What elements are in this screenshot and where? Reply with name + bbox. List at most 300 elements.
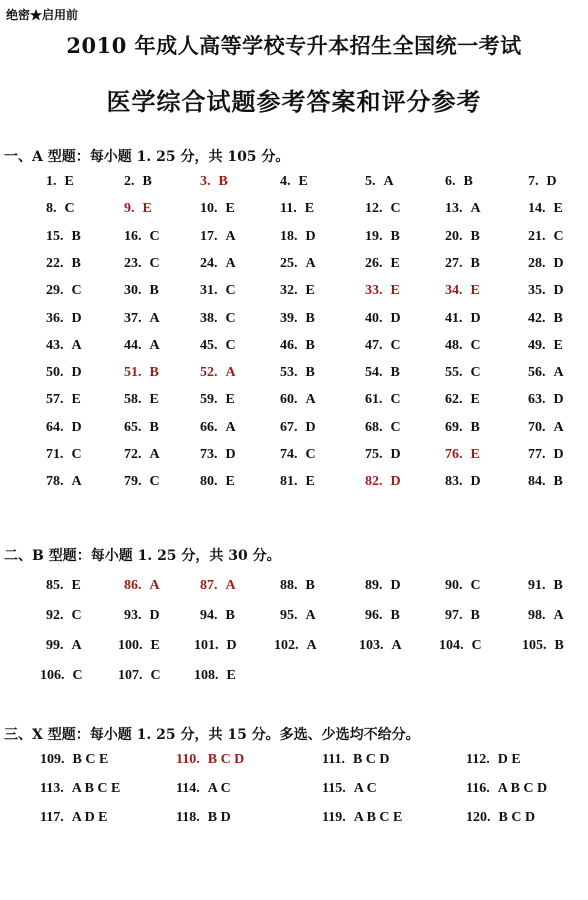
answer-item [528,608,564,624]
question-number: 52. [200,365,218,381]
answer-choice: A [470,201,481,217]
answer-choice: B [553,578,563,593]
answer-item [40,781,120,797]
answer-choice: E [390,255,400,271]
answer-item [46,474,82,490]
question-number: 31. [200,283,218,299]
answer-choice: D [390,578,401,593]
question-number: 80. [200,474,218,490]
answer-item [322,810,402,826]
answer-item [124,392,159,408]
answer-item [528,201,563,217]
answer-item [194,668,236,684]
question-number: 1. [46,174,57,189]
answer-item [466,810,535,826]
answer-choice: B [149,365,159,381]
question-number: 62. [445,392,463,408]
answer-choice: E [225,474,235,490]
question-number: 12. [365,201,383,217]
answer-item [466,752,521,768]
answer-choice: D [305,419,316,435]
question-number: 54. [365,365,383,381]
answer-item [365,420,401,436]
section-x-heading: 三、X 型题：每小题 1. 25 分，共 15 分。多选、少选均不给分。 [4,727,420,743]
question-number: 48. [445,337,463,353]
question-number: 104. [439,638,464,653]
answer-item [365,201,401,217]
question-number: 55. [445,365,463,381]
answer-choice: A [553,608,564,623]
answer-item [280,338,315,354]
question-number: 37. [124,310,142,326]
question-number: 7. [528,174,539,189]
answer-choice: C [390,337,401,353]
question-number: 35. [528,283,546,299]
question-number: 56. [528,365,546,381]
answer-choice: C [470,578,481,593]
answer-choice: D [225,447,236,462]
answer-choice: E [305,283,315,299]
answer-choice: E [470,283,480,299]
answer-item [445,578,481,594]
answer-item [365,392,401,408]
answer-choice: C [71,447,82,462]
question-number: 8. [46,201,57,217]
answer-choice: B D [207,810,231,825]
answer-item [118,668,161,684]
answer-item [445,174,473,190]
question-number: 109. [40,752,65,767]
question-number: 98. [528,608,546,623]
answer-choice: B [553,474,563,490]
answer-choice: E [470,392,480,408]
answer-choice: D [553,392,564,408]
answer-choice: B [71,228,81,244]
answer-choice: B [553,310,563,326]
answer-item [46,420,82,436]
answer-item [445,474,481,490]
answer-choice: E [71,578,81,593]
answer-choice: B [470,228,480,244]
answer-choice: B [554,638,564,653]
answer-item [280,283,315,299]
answer-item [365,338,401,354]
question-number: 19. [365,228,383,244]
question-number: 107. [118,668,143,683]
answer-item [46,256,81,272]
answer-item [365,447,401,463]
answer-choice: A [71,474,82,490]
answer-choice: A [225,255,236,271]
answer-choice: B [71,255,81,271]
question-number: 110. [176,752,200,767]
answer-choice: B [463,174,473,189]
answer-item [280,578,315,594]
answer-item [274,638,317,654]
question-number: 84. [528,474,546,490]
answer-item [200,392,235,408]
answer-choice: C [390,201,401,217]
answer-item [40,752,108,768]
answer-choice: A [71,638,82,653]
answer-item [445,311,481,327]
question-number: 24. [200,255,218,271]
question-number: 60. [280,392,298,408]
answer-choice: A [225,365,236,381]
question-number: 61. [365,392,383,408]
answer-item [200,174,228,190]
answer-choice: D [390,447,401,462]
question-number: 36. [46,310,64,326]
question-number: 77. [528,447,546,462]
answer-item [280,174,308,190]
answer-choice: E [304,201,315,217]
answer-choice: C [150,668,161,683]
question-number: 67. [280,419,298,435]
question-number: 83. [445,474,463,490]
answer-choice: B [225,608,235,623]
answer-item [194,638,237,654]
question-number: 45. [200,337,218,353]
question-number: 46. [280,337,298,353]
question-number: 70. [528,419,546,435]
question-number: 15. [46,228,64,244]
answer-choice: B [149,283,159,299]
answer-item [200,256,236,272]
answer-item [280,392,316,408]
question-number: 99. [46,638,64,653]
answer-item [46,638,82,654]
question-number: 102. [274,638,299,653]
answer-item [46,338,82,354]
answer-choice: D [553,283,564,299]
question-number: 30. [124,283,142,299]
answer-item [445,229,480,245]
section-b-heading: 二、B 型题：每小题 1. 25 分，共 30 分。 [4,548,281,564]
answer-item [280,311,315,327]
question-number: 89. [365,578,383,593]
answer-item [280,474,315,490]
question-number: 14. [528,201,546,217]
answer-item [200,420,236,436]
answer-choice: D [546,174,557,189]
answer-choice: D E [497,752,521,767]
answer-choice: A [149,447,160,462]
answer-item [466,781,547,797]
answer-choice: B [305,337,315,353]
answer-item [46,229,81,245]
answer-item [280,447,316,463]
answer-choice: B [305,365,315,381]
answer-choice: C [390,419,401,435]
answer-item [365,256,400,272]
question-number: 38. [200,310,218,326]
answer-choice: B [390,608,400,623]
answer-choice: D [149,608,160,623]
answer-item [522,638,564,654]
question-number: 57. [46,392,64,408]
question-number: 27. [445,255,463,271]
answer-item [528,474,563,490]
question-number: 79. [124,474,142,490]
answer-choice: D [226,638,237,653]
answer-choice: E [553,337,563,353]
answer-choice: D [71,310,82,326]
answer-item [439,638,482,654]
answer-item [46,608,82,624]
answer-key-title: 医学综合试题参考答案和评分参考 [106,87,482,116]
answer-item [445,256,480,272]
question-number: 26. [365,255,383,271]
question-number: 34. [445,283,463,299]
answer-item [528,392,564,408]
answer-item [280,201,314,217]
answer-item [365,365,400,381]
question-number: 108. [194,668,219,683]
answer-item [176,781,231,797]
answer-choice: A [391,638,402,653]
answer-choice: B [142,174,152,189]
answer-choice: D [553,447,564,462]
exam-title: 2010 年成人高等学校专升本招生全国统一考试 [66,33,522,58]
answer-item [280,229,316,245]
answer-item [124,256,160,272]
question-number: 4. [280,174,291,189]
question-number: 96. [365,608,383,623]
answer-item [200,578,236,594]
question-number: 44. [124,337,142,353]
answer-item [365,174,394,190]
answer-item [280,608,316,624]
answer-item [528,420,564,436]
answer-choice: E [390,283,400,299]
answer-item [40,668,83,684]
answer-choice: B [470,255,480,271]
question-number: 17. [200,228,218,244]
question-number: 86. [124,578,142,593]
answer-item [124,229,160,245]
answer-choice: C [225,310,236,326]
answer-choice: B C D [498,810,536,825]
question-number: 74. [280,447,298,462]
answer-item [124,283,159,299]
question-number: 47. [365,337,383,353]
question-number: 3. [200,174,211,189]
question-number: 111. [322,752,345,767]
answer-item [46,174,74,190]
answer-choice: B C E [72,752,109,767]
question-number: 50. [46,365,64,381]
answer-choice: C [553,228,564,244]
answer-choice: C [390,392,401,408]
question-number: 94. [200,608,218,623]
answer-item [46,392,81,408]
question-number: 29. [46,283,64,299]
answer-item [124,338,160,354]
answer-choice: D [470,474,481,490]
section-a-heading: 一、A 型题：每小题 1. 25 分，共 105 分。 [4,149,290,165]
question-number: 13. [445,201,463,217]
answer-choice: A [149,578,160,593]
question-number: 6. [445,174,456,189]
question-number: 75. [365,447,383,462]
question-number: 117. [40,810,64,825]
answer-item [528,256,564,272]
answer-item [365,283,400,299]
question-number: 33. [365,283,383,299]
answer-choice: E [298,174,308,189]
question-number: 97. [445,608,463,623]
answer-choice: A [553,365,564,381]
answer-item [359,638,402,654]
answer-choice: A [305,255,316,271]
question-number: 41. [445,310,463,326]
answer-item [46,311,82,327]
answer-item [445,201,481,217]
question-number: 68. [365,419,383,435]
question-number: 92. [46,608,64,623]
answer-item [200,474,235,490]
question-number: 112. [466,752,490,767]
answer-item [445,608,480,624]
question-number: 106. [40,668,65,683]
answer-choice: B [390,228,400,244]
answer-choice: B [305,310,315,326]
question-number: 95. [280,608,298,623]
question-number: 59. [200,392,218,408]
answer-choice: C [149,474,160,490]
answer-item [200,229,236,245]
answer-choice: E [553,201,563,217]
answer-item [200,311,236,327]
answer-choice: D [390,474,401,490]
answer-item [46,201,75,217]
question-number: 100. [118,638,143,653]
answer-choice: E [64,174,74,189]
question-number: 93. [124,608,142,623]
answer-item [118,638,160,654]
answer-item [124,474,160,490]
answer-item [528,229,564,245]
question-number: 20. [445,228,463,244]
answer-item [200,447,236,463]
answer-item [124,447,160,463]
question-number: 113. [40,781,64,796]
question-number: 18. [280,228,298,244]
question-number: 63. [528,392,546,408]
answer-choice: A [553,419,564,435]
answer-choice: E [305,474,315,490]
answer-item [365,229,400,245]
answer-item [46,578,81,594]
answer-choice: A C [207,781,231,796]
answer-choice: A [383,174,394,189]
answer-item [176,810,231,826]
question-number: 81. [280,474,298,490]
answer-item [528,365,564,381]
question-number: 114. [176,781,200,796]
question-number: 5. [365,174,376,189]
question-number: 82. [365,474,383,490]
answer-item [528,338,563,354]
answer-choice: E [71,392,81,408]
question-number: 119. [322,810,346,825]
question-number: 23. [124,255,142,271]
answer-choice: A C [353,781,377,796]
answer-choice: A D E [71,810,108,825]
answer-choice: E [225,392,235,408]
answer-item [528,578,563,594]
answer-item [322,781,377,797]
answer-choice: B [470,608,480,623]
answer-item [445,338,481,354]
question-number: 53. [280,365,298,381]
question-number: 32. [280,283,298,299]
answer-item [200,608,235,624]
answer-choice: A B C D [497,781,548,796]
answer-choice: C [471,638,482,653]
answer-choice: E [226,668,236,683]
answer-item [528,174,557,190]
answer-choice: D [470,310,481,326]
answer-choice: C [64,201,75,217]
answer-item [124,311,160,327]
question-number: 76. [445,447,463,462]
confidential-mark: 绝密★启用前 [6,8,79,22]
answer-choice: C [71,283,82,299]
answer-choice: E [150,638,160,653]
answer-item [445,420,480,436]
answer-item [528,447,564,463]
answer-choice: A [225,228,236,244]
answer-choice: D [390,310,401,326]
question-number: 88. [280,578,298,593]
question-number: 64. [46,419,64,435]
question-number: 9. [124,201,135,217]
answer-item [46,365,82,381]
question-number: 43. [46,337,64,353]
answer-choice: E [142,201,152,217]
answer-choice: B [305,578,315,593]
answer-item [124,201,152,217]
question-number: 103. [359,638,384,653]
question-number: 78. [46,474,64,490]
question-number: 21. [528,228,546,244]
answer-item [124,578,160,594]
question-number: 66. [200,419,218,435]
answer-choice: A [305,608,316,623]
answer-choice: B C D [352,752,390,767]
answer-choice: D [305,228,316,244]
answer-choice: B C D [207,752,245,767]
answer-item [280,420,316,436]
answer-choice: E [225,201,235,217]
answer-choice: D [71,419,82,435]
answer-item [445,365,481,381]
answer-item [200,365,236,381]
answer-item [280,256,316,272]
answer-choice: A B C E [71,781,121,796]
answer-item [200,283,236,299]
answer-choice: A [305,392,316,408]
answer-item [40,810,108,826]
answer-choice: A [71,337,82,353]
question-number: 90. [445,578,463,593]
question-number: 25. [280,255,298,271]
answer-item [200,201,235,217]
answer-choice: C [71,608,82,623]
question-number: 118. [176,810,200,825]
